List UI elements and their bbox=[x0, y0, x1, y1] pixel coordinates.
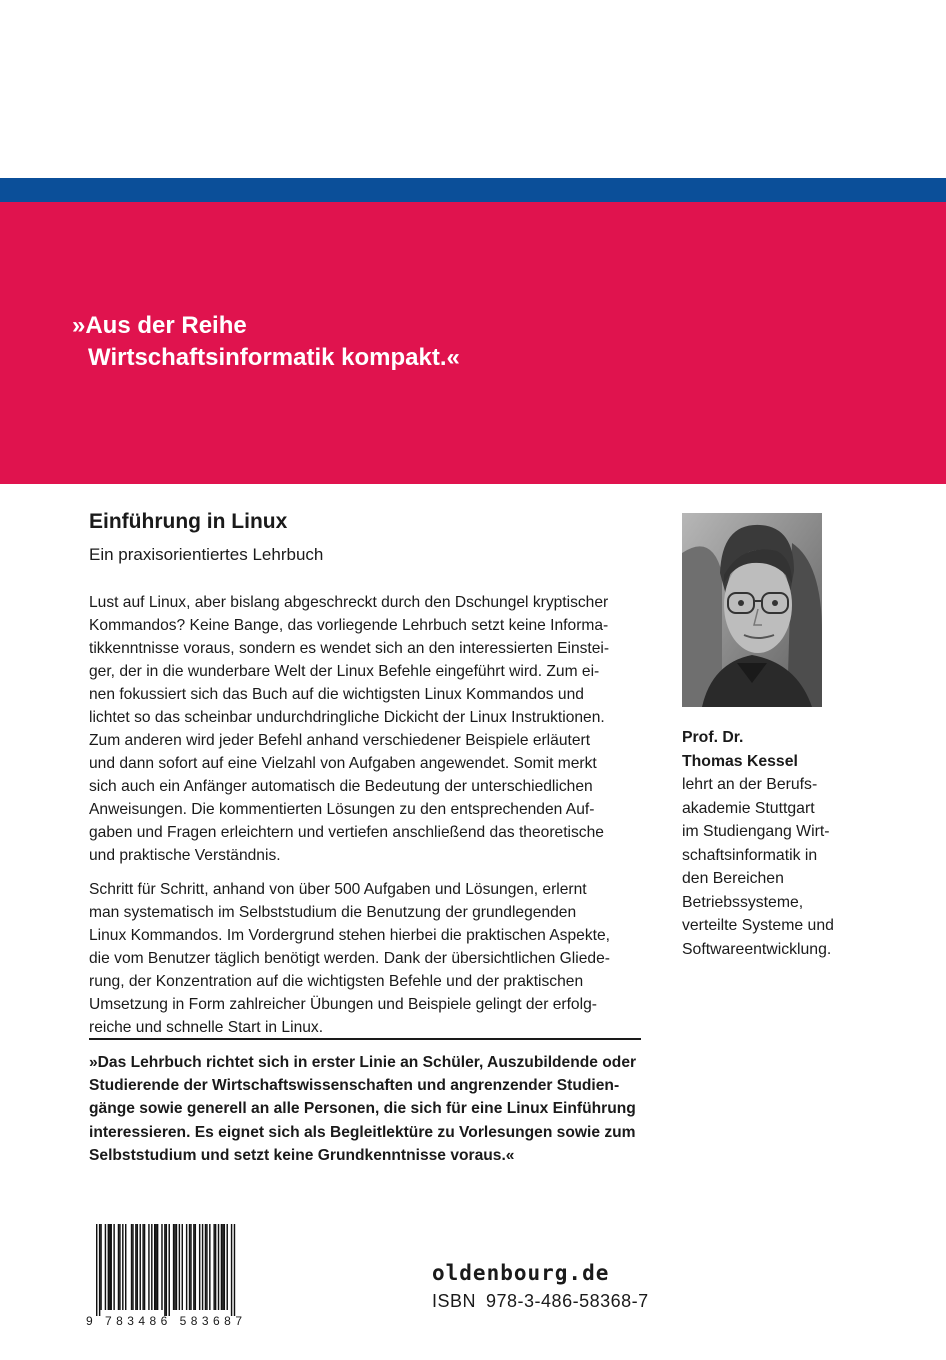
series-line-1: »Aus der Reihe bbox=[72, 312, 247, 339]
quote-line: interessieren. Es eignet sich als Begleitlektüre zu Vorlesungen sowie zum bbox=[89, 1123, 636, 1141]
barcode-bar bbox=[213, 1224, 214, 1310]
barcode-bar bbox=[122, 1224, 123, 1310]
text-line: Anweisungen. Die kommentierten Lösungen zu den entsprechenden Auf- bbox=[89, 801, 595, 818]
description-paragraph-1 bbox=[89, 591, 645, 867]
barcode-bar bbox=[227, 1224, 228, 1310]
blue-stripe bbox=[0, 178, 946, 202]
barcode-bar bbox=[166, 1224, 167, 1316]
barcode-bar bbox=[202, 1224, 203, 1310]
barcode-bar bbox=[199, 1224, 200, 1310]
bio-line: den Bereichen bbox=[682, 870, 784, 887]
bio-line: im Studiengang Wirt- bbox=[682, 823, 830, 840]
barcode-bar bbox=[169, 1224, 170, 1316]
author-name bbox=[682, 726, 798, 773]
text-line: Schritt für Schritt, anhand von über 500 Aufgaben und Lösungen, erlernt bbox=[89, 881, 587, 898]
bio-line: verteilte Systeme und bbox=[682, 917, 834, 934]
barcode-bar bbox=[224, 1224, 225, 1310]
text-line: und dann sofort auf eine Vielzahl von Aufgaben angewendet. Somit merkt bbox=[89, 755, 597, 772]
barcode-bar bbox=[221, 1224, 222, 1310]
text-line: nen fokussiert sich das Buch auf die wichtigsten Linux Kommandos und bbox=[89, 686, 584, 703]
barcode-bar bbox=[108, 1224, 109, 1310]
barcode-bar bbox=[176, 1224, 177, 1310]
barcode-bar bbox=[119, 1224, 120, 1310]
text-line: reiche und schnelle Start in Linux. bbox=[89, 1019, 324, 1036]
text-line: Lust auf Linux, aber bislang abgeschreckt durch den Dschungel kryptischer bbox=[89, 594, 609, 611]
text-line: und praktische Verständnis. bbox=[89, 847, 281, 864]
barcode-bar bbox=[111, 1224, 112, 1310]
bio-line: lehrt an der Berufs- bbox=[682, 776, 818, 793]
barcode-bar bbox=[174, 1224, 175, 1310]
barcode-bar bbox=[140, 1224, 141, 1310]
barcode-bar bbox=[179, 1224, 180, 1310]
barcode-bar bbox=[100, 1224, 101, 1310]
text-line: Zum anderen wird jeder Befehl anhand verschiedener Beispiele erläutert bbox=[89, 732, 591, 749]
publisher-website[interactable]: oldenbourg.de bbox=[432, 1261, 610, 1285]
text-line: sich auch ein Anfänger automatisch die Bedeutung der unterschiedlichen bbox=[89, 778, 593, 795]
quote-line: Studierende der Wirtschaftswissenschaften und angrenzender Studien- bbox=[89, 1077, 620, 1095]
series-heading bbox=[72, 310, 460, 374]
barcode-bar bbox=[99, 1224, 100, 1316]
text-line: Linux Kommandos. Im Vordergrund stehen hierbei die praktischen Aspekte, bbox=[89, 927, 610, 944]
bio-line: Softwareentwicklung. bbox=[682, 940, 832, 958]
barcode-bar bbox=[193, 1224, 194, 1310]
barcode-bars bbox=[96, 1224, 235, 1316]
barcode-bar bbox=[151, 1224, 152, 1310]
series-line-2: Wirtschaftsinformatik kompakt.« bbox=[88, 344, 460, 371]
barcode-bar bbox=[234, 1224, 235, 1316]
barcode-bar bbox=[154, 1224, 155, 1310]
barcode-bar bbox=[96, 1224, 97, 1316]
text-line: lichtet so das scheinbar undurchdringliche Dickicht der Linux Instruktionen. bbox=[89, 709, 605, 726]
quote-line: »Das Lehrbuch richtet sich in erster Linie an Schüler, Auszubildende oder bbox=[89, 1054, 637, 1071]
barcode-bar bbox=[190, 1224, 191, 1310]
bio-line: akademie Stuttgart bbox=[682, 799, 815, 817]
barcode-bar bbox=[131, 1224, 132, 1310]
barcode-bar bbox=[157, 1224, 158, 1310]
barcode-digits: 9 783486 583687 bbox=[86, 1314, 242, 1328]
quote-line: Selbststudium und setzt keine Grundkenntnisse voraus.« bbox=[89, 1146, 515, 1164]
text-line: Umsetzung in Form zahlreicher Übungen und Beispiele gelingt der erfolg- bbox=[89, 996, 597, 1013]
barcode-bar bbox=[105, 1224, 106, 1310]
barcode-bar bbox=[164, 1224, 165, 1316]
barcode-bar bbox=[155, 1224, 156, 1310]
isbn-barcode bbox=[84, 1224, 246, 1328]
barcode-bar bbox=[148, 1224, 149, 1310]
barcode-bar bbox=[195, 1224, 196, 1310]
barcode-bar bbox=[205, 1224, 206, 1310]
bio-line: schaftsinformatik in bbox=[682, 846, 818, 864]
barcode-bar bbox=[161, 1224, 162, 1310]
target-audience-quote bbox=[89, 1051, 649, 1167]
barcode-bar bbox=[132, 1224, 133, 1310]
book-subtitle: Ein praxisorientiertes Lehrbuch bbox=[89, 545, 324, 564]
text-line: die vom Benutzer täglich benötigt werden. Dank der übersichtlichen Gliede- bbox=[89, 950, 610, 967]
text-line: tikkenntnisse voraus, sondern es wendet sich an den interessierten Einstei- bbox=[89, 640, 610, 657]
barcode-bar bbox=[109, 1224, 110, 1310]
text-line: rung, der Konzentration auf die wichtigsten Befehle und der praktischen bbox=[89, 973, 584, 990]
barcode-bar bbox=[206, 1224, 207, 1310]
text-line: man systematisch im Selbststudium die Benutzung der grundlegenden bbox=[89, 904, 577, 921]
author-title: Prof. Dr. bbox=[682, 729, 744, 746]
isbn-label: ISBN bbox=[432, 1291, 477, 1311]
book-description bbox=[89, 591, 645, 1039]
text-line: gaben und Fragen erleichtern und vertiefen anschließend das theoretische bbox=[89, 824, 604, 841]
text-line: Kommandos? Keine Bange, das vorliegende Lehrbuch setzt keine Informa- bbox=[89, 617, 609, 634]
barcode-bar bbox=[231, 1224, 232, 1316]
barcode-bar bbox=[173, 1224, 174, 1310]
barcode-bar bbox=[186, 1224, 187, 1310]
quote-line: gänge sowie generell an alle Personen, die sich für eine Linux Einführung bbox=[89, 1100, 636, 1118]
barcode-bar bbox=[113, 1224, 114, 1310]
barcode-bar bbox=[118, 1224, 119, 1310]
divider bbox=[89, 1038, 641, 1040]
barcode-bar bbox=[142, 1224, 143, 1310]
author-fullname: Thomas Kessel bbox=[682, 752, 798, 770]
isbn-line bbox=[432, 1291, 649, 1312]
barcode-bar bbox=[144, 1224, 145, 1310]
barcode-bar bbox=[209, 1224, 210, 1310]
text-line: ger, der in die wunderbare Welt der Linux Befehle eingeführt wird. Zum ei- bbox=[89, 663, 600, 680]
barcode-bar bbox=[222, 1224, 223, 1310]
barcode-bar bbox=[215, 1224, 216, 1310]
barcode-bar bbox=[182, 1224, 183, 1310]
barcode-bar bbox=[125, 1224, 126, 1310]
isbn-number: 978-3-486-58368-7 bbox=[486, 1291, 649, 1311]
barcode-bar bbox=[218, 1224, 219, 1310]
barcode-bar bbox=[137, 1224, 138, 1310]
book-title: Einführung in Linux bbox=[89, 510, 288, 533]
barcode-bar bbox=[189, 1224, 190, 1310]
author-bio bbox=[682, 773, 834, 961]
author-photo bbox=[682, 513, 822, 707]
barcode-bar bbox=[135, 1224, 136, 1310]
bio-line: Betriebssysteme, bbox=[682, 893, 804, 911]
description-paragraph-2 bbox=[89, 878, 645, 1039]
